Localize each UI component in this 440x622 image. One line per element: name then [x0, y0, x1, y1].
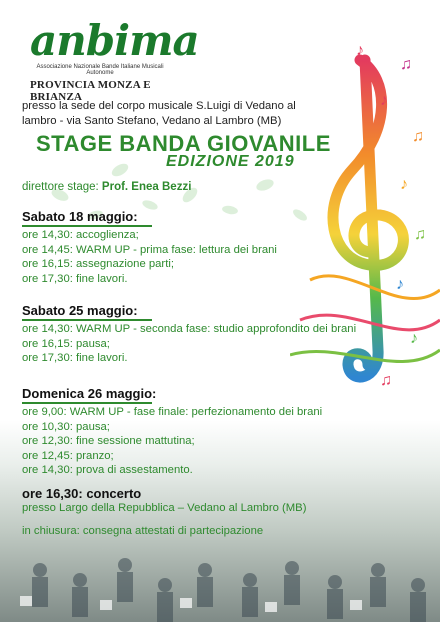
- schedule-item: ore 12,30: fine sessione mattutina;: [22, 435, 195, 448]
- schedule-day-title: Sabato 18 maggio:: [22, 209, 138, 224]
- schedule-day-title: Sabato 25 maggio:: [22, 303, 138, 318]
- logo-wordmark: anbima: [30, 16, 199, 65]
- schedule-item: ore 10,30: pausa;: [22, 420, 110, 433]
- closing-note: in chiusura: consegna attestati di partecipazione: [22, 525, 264, 537]
- schedule-item: ore 17,30: fine lavori.: [22, 272, 128, 285]
- concert-place: presso Largo della Repubblica – Vedano al Lambro (MB): [22, 502, 307, 514]
- schedule-item: ore 16,15: pausa;: [22, 337, 110, 350]
- music-note-icon: ♫: [380, 372, 392, 389]
- music-note-icon: ♪: [410, 330, 418, 347]
- schedule-divider: [22, 225, 152, 227]
- schedule-day: [22, 303, 412, 366]
- concert-time: ore 16,30: concerto: [22, 486, 142, 501]
- venue-line: presso la sede del corpo musicale S.Luigi di Vedano al: [22, 100, 296, 112]
- schedule-day: [22, 209, 412, 286]
- schedule-item: ore 9,00: WARM UP - fase finale: perfezionamento dei brani: [22, 406, 323, 418]
- schedule-item: ore 17,30: fine lavori.: [22, 352, 128, 365]
- schedule-item: ore 12,45: pranzo;: [22, 449, 114, 462]
- schedule-item: ore 14,45: WARM UP - prima fase: lettura dei brani: [22, 243, 277, 256]
- music-note-icon: ♪: [380, 92, 388, 109]
- edition-label: EDIZIONE 2019: [166, 153, 295, 170]
- director-name: Prof. Enea Bezzi: [101, 181, 192, 193]
- venue-line: lambro - via Santo Stefano, Vedano al Lambro (MB): [22, 114, 282, 127]
- schedule-item: ore 14,30: WARM UP - seconda fase: studio approfondito dei brani: [22, 323, 357, 335]
- venue-text: [22, 99, 312, 128]
- logo-subtitle: Associazione Nazionale Bande Italiane Musicali Autonome: [36, 64, 164, 76]
- music-note-icon: ♪: [400, 176, 408, 193]
- director-label: direttore stage:: [22, 181, 99, 193]
- music-note-icon: ♫: [414, 226, 426, 243]
- logo-province: PROVINCIA MONZA E BRIANZA: [30, 79, 151, 103]
- schedule-divider: [22, 402, 152, 404]
- anbima-logo: [30, 16, 199, 103]
- schedule-day: [22, 386, 412, 478]
- schedule-item: ore 16,15: assegnazione parti;: [22, 258, 174, 271]
- music-note-icon: ♫: [400, 56, 412, 73]
- page-title: STAGE BANDA GIOVANILE: [36, 131, 331, 156]
- schedule-item: ore 14,30: accoglienza;: [22, 229, 139, 241]
- music-note-icon: ♫: [412, 128, 424, 145]
- music-note-icon: ♪: [396, 276, 404, 293]
- schedule-divider: [22, 319, 152, 321]
- schedule-day-title: Domenica 26 maggio:: [22, 386, 157, 401]
- director-line: [22, 181, 191, 193]
- music-note-icon: ♪: [356, 42, 364, 59]
- schedule-item: ore 14,30: prova di assestamento.: [22, 464, 193, 477]
